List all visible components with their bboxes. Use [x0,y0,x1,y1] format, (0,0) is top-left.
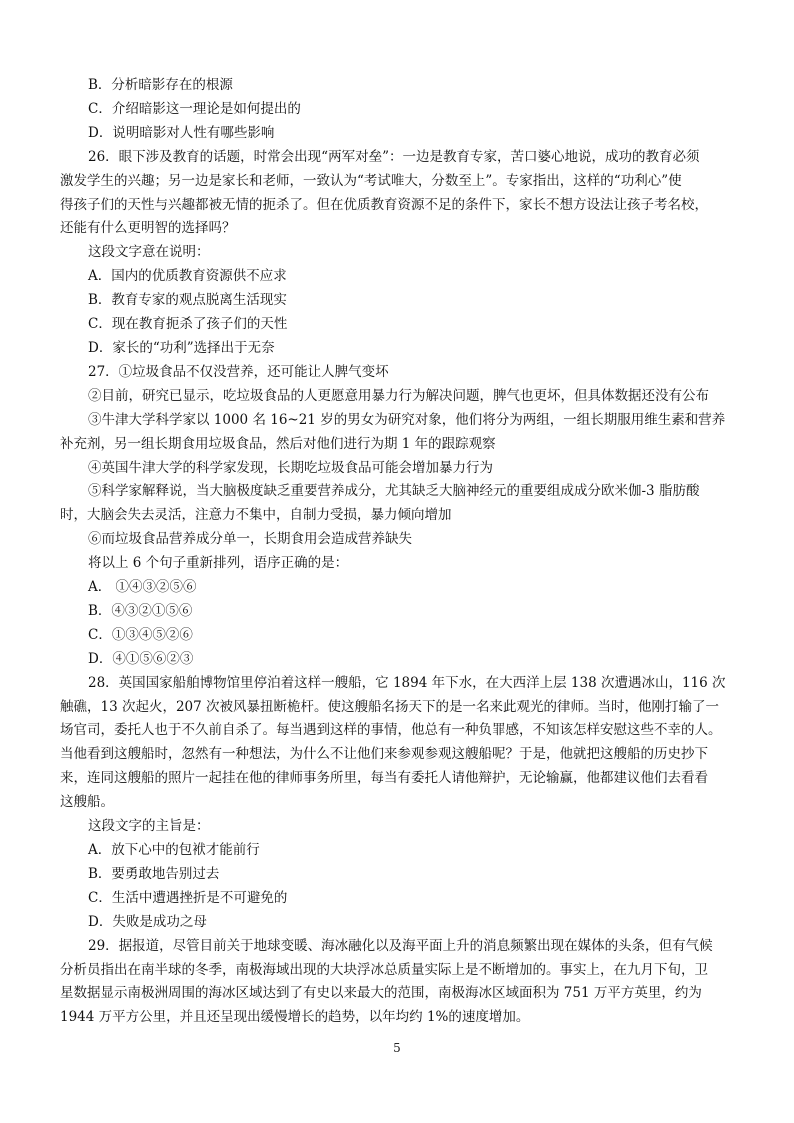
text-line: D．失败是成功之母 [88,913,207,930]
text-line: 还能有什么更明智的选择吗？ [60,220,236,237]
text-line: A．国内的优质教育资源供不应求 [88,268,287,285]
text-line: 28．英国国家船舶博物馆里停泊着这样一艘船，它 1894 年下水，在大西洋上层 138 次遭遇冰山，116 次 [88,674,726,691]
text-line: 将以上 6 个句子重新排列，语序正确的是： [88,555,349,572]
text-line: C．生活中遭遇挫折是不可避免的 [88,889,288,906]
text-line: 这艘船。 [60,794,114,811]
text-line: 分析员指出在南半球的冬季，南极海域出现的大块浮冰总质量实际上是不断增加的。事实上，在九月下旬，卫 [60,961,708,978]
text-line: 补充剂，另一组长期食用垃圾食品，然后对他们进行为期 1 年的跟踪观察 [60,435,496,452]
text-line: C．介绍暗影这一理论是如何提出的 [88,100,301,117]
text-line: D．家长的“功利”选择出于无奈 [88,339,275,356]
text-line: ⑥而垃圾食品营养成分单一，长期食用会造成营养缺失 [88,531,412,548]
text-line: ④英国牛津大学的科学家发现，长期吃垃圾食品可能会增加暴力行为 [88,459,493,476]
text-line: 时，大脑会失去灵活，注意力不集中，自制力受损，暴力倾向增加 [60,507,452,524]
text-line: B．分析暗影存在的根源 [88,77,233,93]
page-number: 5 [393,1041,401,1055]
text-line: 26．眼下涉及教育的话题，时常会出现“两军对垒”：一边是教育专家，苦口婆心地说，成功的教育必须 [88,148,700,165]
text-line: ⑤科学家解释说，当大脑极度缺乏重要营养成分，尤其缺乏大脑神经元的重要组成成分欧米伽-3 脂肪酸 [88,483,700,500]
text-line: B．教育专家的观点脱离生活现实 [88,292,287,309]
text-line: ②目前，研究已显示，吃垃圾食品的人更愿意用暴力行为解决问题，脾气也更坏，但具体数据还没有公布 [88,387,709,404]
text-line: 得孩子们的天性与兴趣都被无情的扼杀了。但在优质教育资源不足的条件下，家长不想方设法让孩子考名校， [60,196,708,213]
text-line: A．放下心中的包袱才能前行 [88,842,260,858]
text-line: 触礁，13 次起火，207 次被风暴扭断桅杆。使这艘船名扬天下的是一名来此观光的律师。当时，他刚打输了一 [60,698,720,715]
text-line: 29．据报道，尽管目前关于地球变暖、海冰融化以及海平面上升的消息频繁出现在媒体的头条，但有气候 [88,937,713,954]
text-line: A． ①④③②⑤⑥ [88,579,197,596]
text-line: ③牛津大学科学家以 1000 名 16~21 岁的男女为研究对象，他们将分为两组，一组长期服用维生素和营养 [88,411,726,428]
text-line: 当他看到这艘船时，忽然有一种想法，为什么不让他们来参观参观这艘船呢？于是，他就把这艘船的历史抄下 [60,746,708,763]
text-line: 1944 万平方公里，并且还呈现出缓慢增长的趋势，以年均约 1%的速度增加。 [60,1009,530,1026]
document-body [60,74,740,1030]
text-line: 来，连同这艘船的照片一起挂在他的律师事务所里，每当有委托人请他辩护，无论输赢，他都建议他们去看看 [60,770,708,787]
text-line: B．要勇敢地告别过去 [88,865,220,882]
text-line: 这段文字的主旨是： [88,818,210,835]
text-line: D．④①⑤⑥②③ [88,650,194,667]
text-line: B．④③②①⑤⑥ [88,602,193,619]
text-line: 27．①垃圾食品不仅没营养，还可能让人脾气变坏 [88,363,389,380]
text-line: 星数据显示南极洲周围的海冰区域达到了有史以来最大的范围，南极海冰区域面积为 751 万平方英里，约为 [60,985,702,1002]
text-line: C．①③④⑤②⑥ [88,626,193,643]
text-line: D．说明暗影对人性有哪些影响 [88,124,275,141]
text-line: 这段文字意在说明： [88,244,210,261]
text-line: C．现在教育扼杀了孩子们的天性 [88,316,288,333]
text-line: 激发学生的兴趣；另一边是家长和老师，一致认为“考试唯大，分数至上”。专家指出，这样的“功利心”使 [60,172,682,189]
text-line: 场官司，委托人也于不久前自杀了。每当遇到这样的事情，他总有一种负罪感，不知该怎样安慰这些不幸的人。 [60,722,722,739]
